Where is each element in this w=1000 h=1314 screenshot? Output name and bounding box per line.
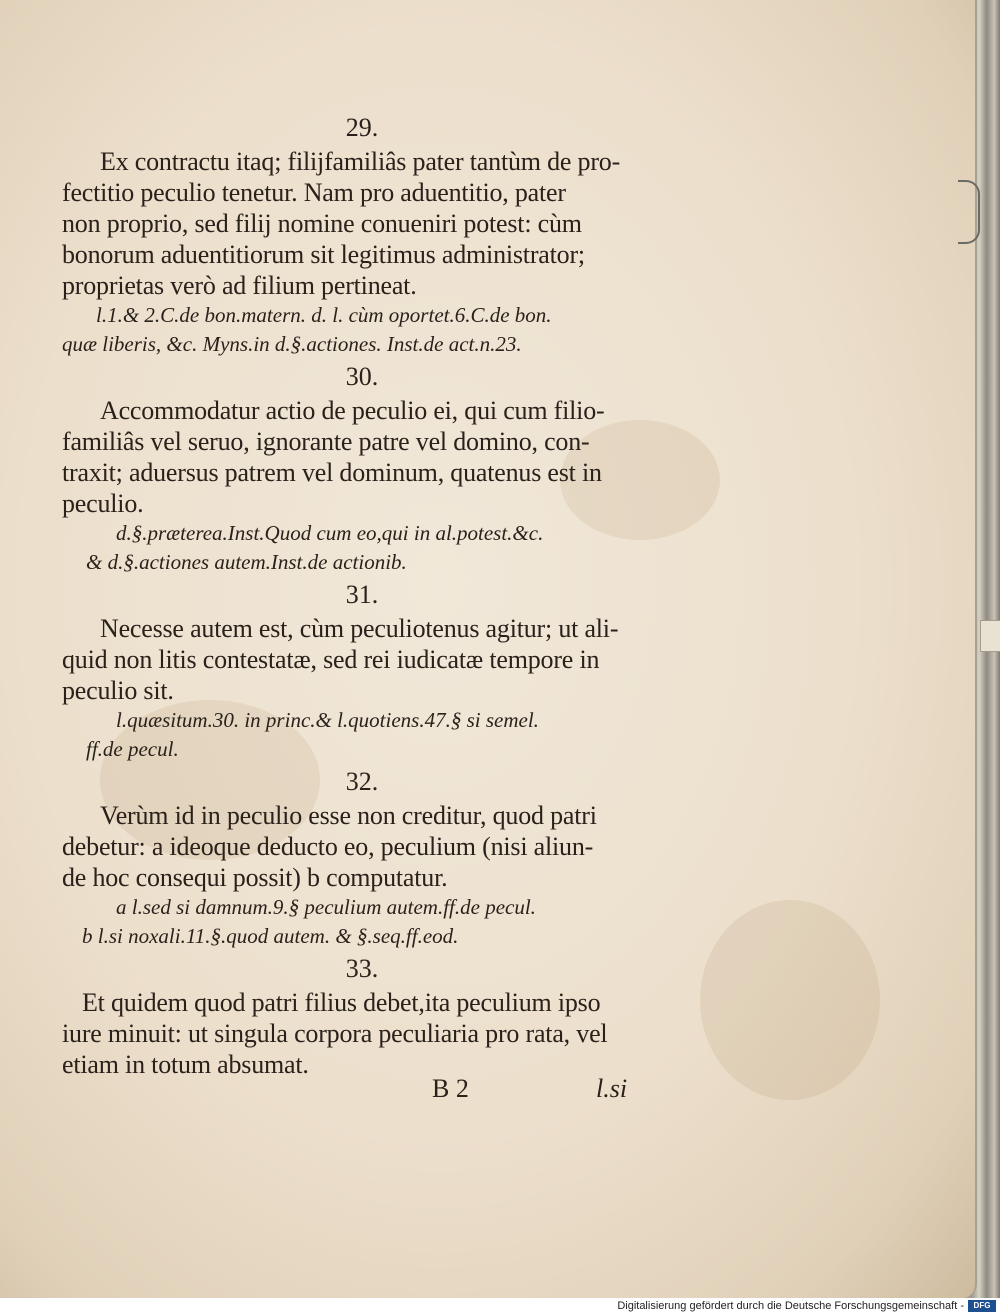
- text-line: Ex contractu itaq; filijfamiliâs pater tantùm de pro-: [100, 147, 621, 176]
- text-line: familiâs vel seruo, ignorante patre vel domino, con-: [62, 427, 590, 456]
- text-line: Necesse autem est, cùm peculiotenus agitur; ut ali-: [100, 614, 619, 643]
- paper-stain: [700, 900, 880, 1100]
- funding-credit: Digitalisierung gefördert durch die Deutsche Forschungsgemeinschaft -: [617, 1300, 964, 1312]
- text-line: debetur: a ideoque deducto eo, peculium (nisi aliun-: [62, 832, 594, 861]
- text-line: iure minuit: ut singula corpora peculiaria pro rata, vel: [62, 1019, 608, 1048]
- text-line: Et quidem quod patri filius debet,ita peculium ipso: [82, 988, 601, 1017]
- citation-line: l.quæsitum.30. in princ.& l.quotiens.47.§ si semel.: [116, 708, 539, 732]
- text-line: quid non litis contestatæ, sed rei iudicatæ tempore in: [62, 645, 600, 674]
- citation-line: a l.sed si damnum.9.§ peculium autem.ff.de pecul.: [116, 895, 536, 919]
- text-line: Verùm id in peculio esse non creditur, quod patri: [100, 801, 597, 830]
- text-line: peculio.: [62, 489, 144, 518]
- digitization-footer: [0, 1298, 1000, 1314]
- text-line: etiam in totum absumat.: [62, 1050, 309, 1079]
- section-number: 33.: [345, 954, 379, 983]
- page-text: [62, 110, 662, 1080]
- citation-line: d.§.præterea.Inst.Quod cum eo,qui in al.potest.&c.: [116, 521, 544, 545]
- text-line: traxit; aduersus patrem vel dominum, quatenus est in: [62, 458, 602, 487]
- section-number: 32.: [345, 767, 379, 796]
- page-clip-icon: [958, 180, 980, 244]
- signature-mark: B 2: [432, 1074, 469, 1103]
- text-line: Accommodatur actio de peculio ei, qui cum filio-: [100, 396, 605, 425]
- citation-line: & d.§.actiones autem.Inst.de actionib.: [86, 550, 407, 574]
- text-line: proprietas verò ad filium pertineat.: [62, 271, 417, 300]
- citation-line: l.1.& 2.C.de bon.matern. d. l. cùm oportet.6.C.de bon.: [96, 303, 552, 327]
- section-number: 29.: [345, 113, 379, 142]
- citation-line: quæ liberis, &c. Myns.in d.§.actiones. Inst.de act.n.23.: [62, 332, 522, 356]
- text-line: non proprio, sed filij nomine conueniri potest: cùm: [62, 209, 582, 238]
- text-line: de hoc consequi possit) b computatur.: [62, 863, 448, 892]
- dfg-logo-icon: DFG: [968, 1300, 996, 1312]
- text-line: fectitio peculio tenetur. Nam pro aduentitio, pater: [62, 178, 566, 207]
- section-number: 30.: [345, 362, 379, 391]
- citation-line: b l.si noxali.11.§.quod autem. & §.seq.ff.eod.: [82, 924, 459, 948]
- text-line: bonorum aduentitiorum sit legitimus administrator;: [62, 240, 585, 269]
- citation-line: ff.de pecul.: [86, 737, 179, 761]
- page-tab-marker: [980, 620, 1000, 652]
- catchword: l.si: [596, 1074, 628, 1103]
- section-number: 31.: [345, 580, 379, 609]
- text-line: peculio sit.: [62, 676, 174, 705]
